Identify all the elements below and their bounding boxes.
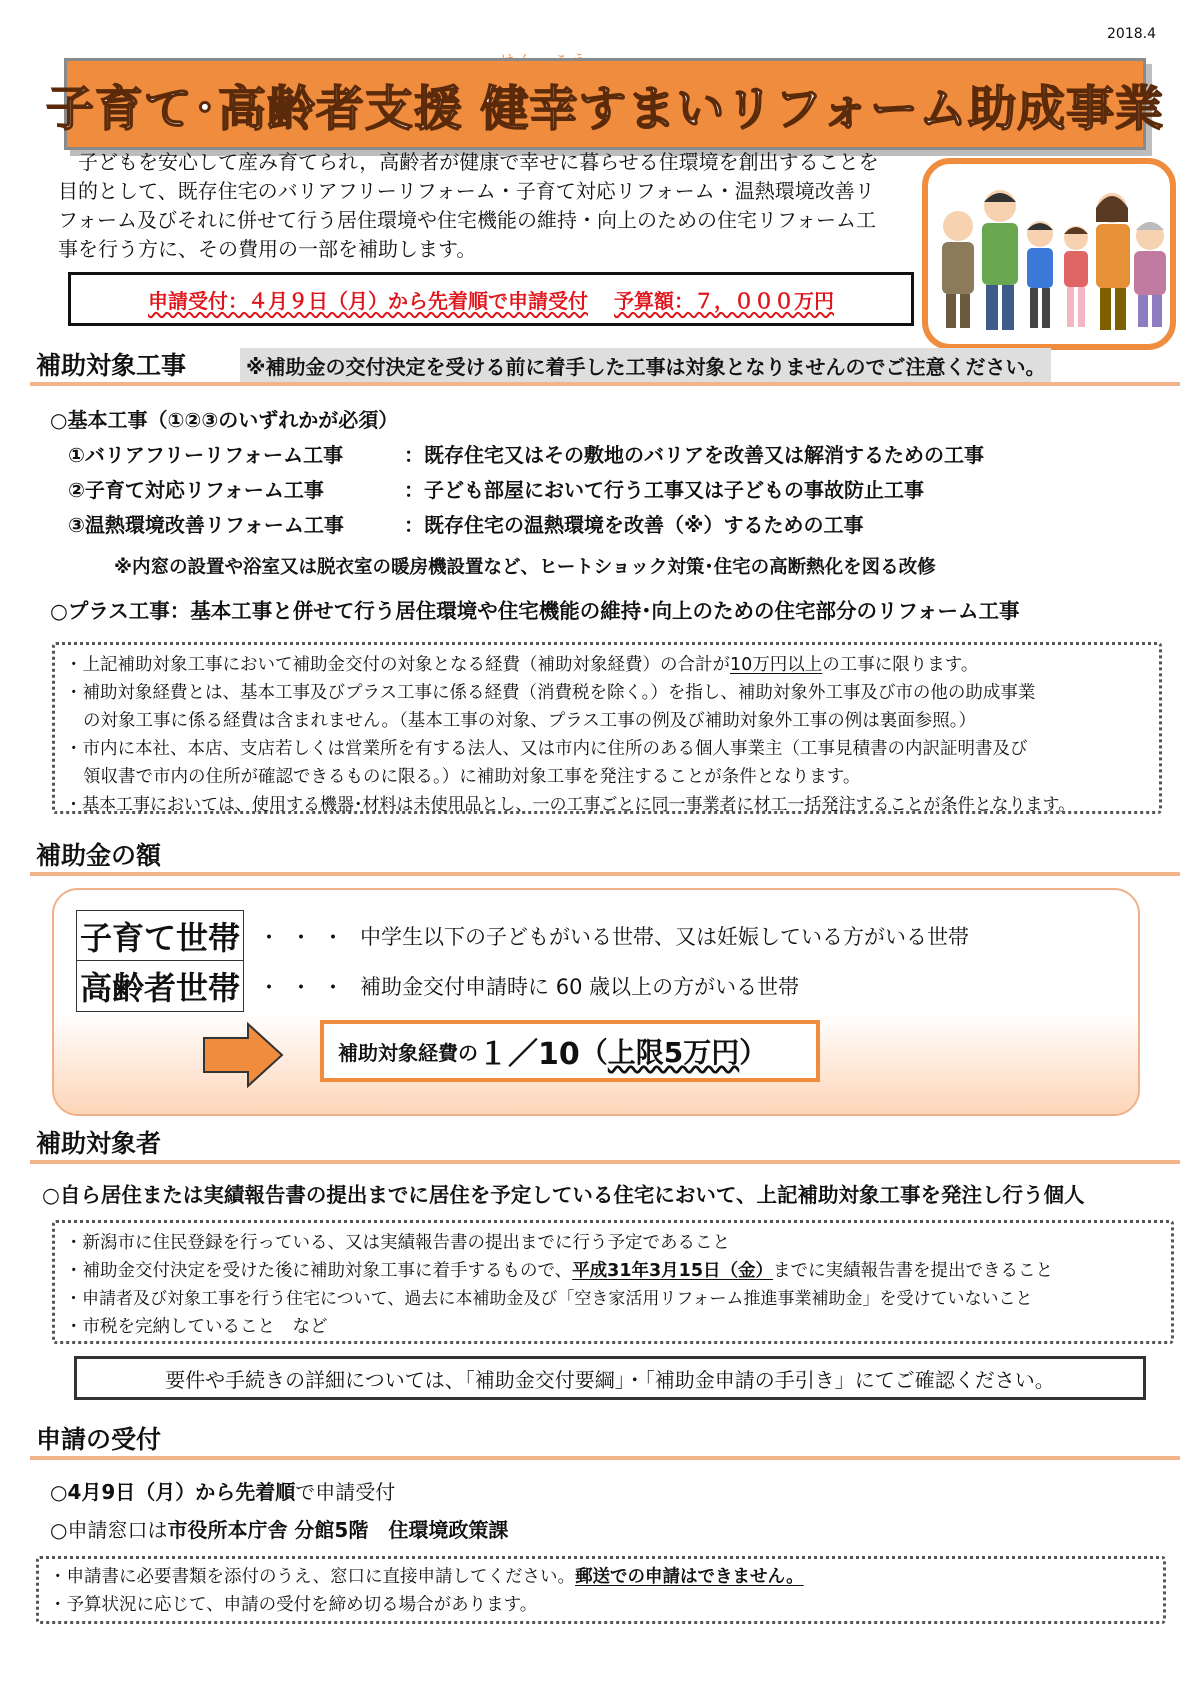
works-conditions-box [52, 642, 1162, 814]
section-divider [30, 872, 1180, 876]
condition-item: ・予算状況に応じて、申請の受付を締め切る場合があります。 [49, 1595, 538, 1615]
basic-item-name: ③温熱環境改善リフォーム工事 [68, 513, 344, 537]
result-paren-close: ） [739, 1036, 768, 1069]
condition-item: ・基本工事においては、使用する機器･材料は未使用品とし、一の工事ごとに同一事業者に材工一括発注することが条件となります。 [65, 795, 1076, 815]
details-reference-text: 要件や手続きの詳細については、「補助金交付要綱」・「補助金申請の手引き」にてご確認ください。 [165, 1367, 1055, 1392]
result-limit: 上限5万円 [607, 1036, 740, 1069]
household-desc: 補助金交付申請時に 60 歳以上の方がいる世帯 [360, 975, 800, 999]
plus-works-line: ○プラス工事：基本工事と併せて行う居住環境や住宅機能の維持･向上のための住宅部分のリフォーム工事 [50, 599, 1020, 623]
arrow-right-icon [202, 1022, 284, 1092]
household-label: 子育て世帯 [76, 910, 244, 962]
section-divider [30, 382, 1180, 386]
section-divider [30, 1160, 1180, 1164]
details-reference-box [74, 1356, 1146, 1400]
condition-item: ・申請書に必要書類を添付のうえ、窓口に直接申請してください。郵送での申請はできません。 [49, 1567, 804, 1587]
basic-item-desc: ：既存住宅の温熱環境を改善（※）するための工事 [404, 513, 864, 537]
household-desc: 中学生以下の子どもがいる世帯、又は妊娠している方がいる世帯 [360, 925, 970, 949]
heat-shock-footnote: ※内窓の設置や浴室又は脱衣室の暖房機設置など、ヒートショック対策･住宅の高断熱化を図る改修 [114, 557, 936, 578]
works-caution-note: ※補助金の交付決定を受ける前に着手した工事は対象となりませんのでご注意ください。 [240, 348, 1051, 383]
condition-item: ・申請者及び対象工事を行う住宅について、過去に本補助金及び「空き家活用リフォーム推進事業補助金」を受けていないこと [65, 1289, 1033, 1309]
condition-item: ・市税を完納していること など [65, 1317, 328, 1337]
basic-item-name: ②子育て対応リフォーム工事 [68, 478, 324, 502]
household-dots: ・・・ [258, 925, 355, 951]
condition-item: ・上記補助対象工事において補助金交付の対象となる経費（補助対象経費）の合計が10万円以上の工事に限ります。 [65, 655, 979, 675]
household-dots: ・・・ [258, 975, 355, 1001]
basic-item-desc: ：子ども部屋において行う工事又は子どもの事故防止工事 [404, 478, 924, 502]
condition-item-cont: 領収書で市内の住所が確認できるものに限る。）に補助対象工事を発注することが条件となります。 [83, 767, 861, 787]
section-divider [30, 1456, 1180, 1460]
title-banner [45, 58, 1165, 150]
result-prefix: 補助対象経費の [338, 1040, 478, 1065]
condition-item: ・補助金交付決定を受けた後に補助対象工事に着手するもので、平成31年3月15日（金）までに実績報告書を提出できること [65, 1261, 1054, 1281]
basic-item-desc: ：既存住宅又はその敷地のバリアを改善又は解消するための工事 [404, 443, 984, 467]
condition-item: ・新潟市に住民登録を行っている、又は実績報告書の提出までに行う予定であること [65, 1233, 730, 1253]
subsidy-result-box [320, 1020, 820, 1082]
condition-item: ・補助対象経費とは、基本工事及びプラス工事に係る経費（消費税を除く。）を指し、補助対象外工事及び市の他の助成事業 [65, 683, 1036, 703]
section-heading-eligible: 補助対象者 [36, 1129, 162, 1158]
document-date: 2018.4 [1107, 26, 1156, 42]
eligibility-conditions-box [52, 1220, 1174, 1344]
family-illustration [922, 158, 1176, 350]
eligible-lead: ○自ら居住または実績報告書の提出までに居住を予定している住宅において、上記補助対象工事を発注し行う個人 [42, 1183, 1085, 1207]
condition-item-cont: の対象工事に係る経費は含まれません。（基本工事の対象、プラス工事の例及び補助対象外工事の例は裏面参照。） [83, 711, 977, 731]
household-label: 高齢者世帯 [76, 960, 244, 1012]
condition-item: ・市内に本社、本店、支店若しくは営業所を有する法人、又は市内に住所のある個人事業主（工事見積書の内訳証明書及び [65, 739, 1028, 759]
budget-text: 予算額：７，０００万円 [614, 288, 834, 313]
basic-works-title: ○基本工事（①②③のいずれかが必須） [50, 408, 399, 432]
section-heading-works: 補助対象工事 [36, 351, 187, 380]
reception-date-line: ○4月9日（月）から先着順で申請受付 [50, 1480, 396, 1504]
reception-notes-box [36, 1556, 1166, 1624]
section-heading-amount: 補助金の額 [36, 841, 162, 870]
page-title: 子育て･高齢者支援 健幸すまいリフォーム助成事業 [45, 80, 1165, 137]
section-heading-reception: 申請の受付 [36, 1425, 162, 1454]
intro-paragraph: 子どもを安心して産み育てられ，高齢者が健康で幸せに暮らせる住環境を創出することを目的として、既存住宅のバリアフリーリフォーム・子育て対応リフォーム・温熱環境改善リフォーム及びそれに併せて行う居住環境や住宅機能の維持・向上のための住宅リフォーム工事を行う方に、その費用の一部を補助します。 [58, 150, 879, 261]
reception-window-line: ○申請窓口は市役所本庁舎 分館5階 住環境政策課 [50, 1518, 509, 1542]
household-row [76, 910, 969, 962]
household-row [76, 960, 799, 1012]
reception-text: 申請受付：４月９日（月）から先着順で申請受付 [148, 288, 588, 313]
result-paren-open: （ [579, 1036, 608, 1069]
reception-notice [68, 272, 914, 326]
family-figures-icon [928, 164, 1170, 344]
result-fraction: １／10 [478, 1037, 580, 1072]
basic-item-name: ①バリアフリーリフォーム工事 [68, 443, 344, 467]
